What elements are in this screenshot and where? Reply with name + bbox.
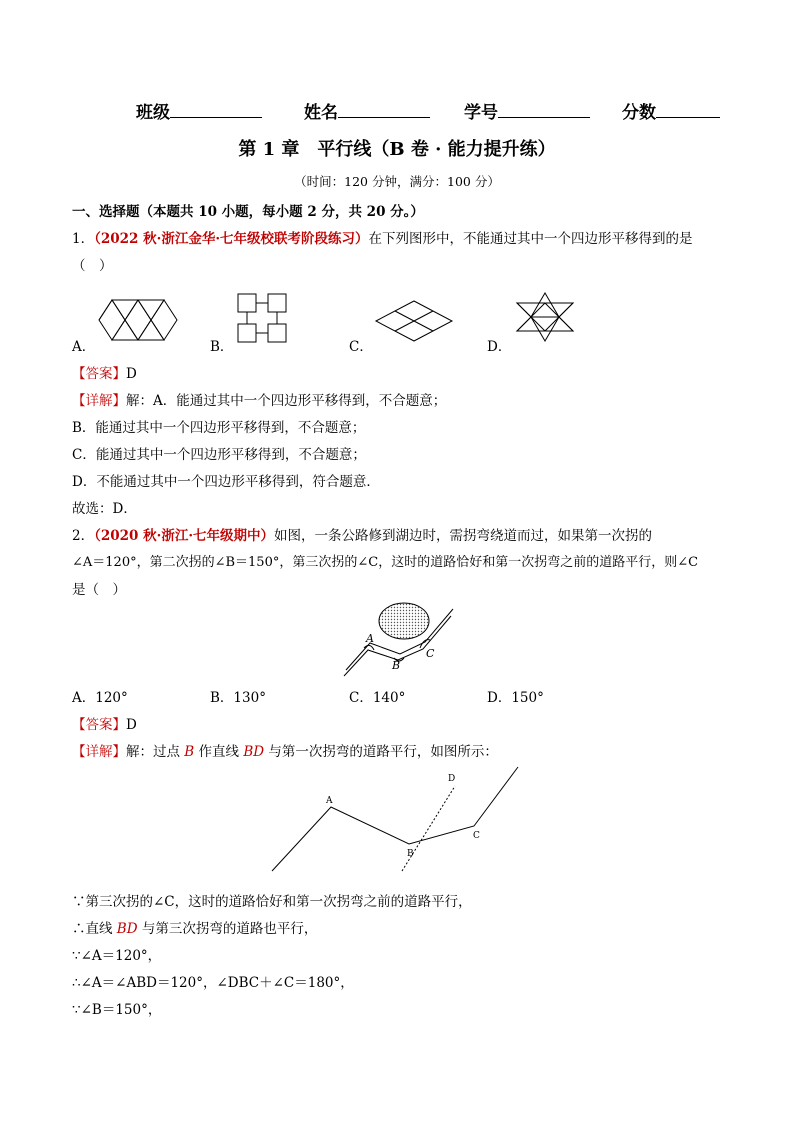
section-heading: 一、选择题（本题共 10 小题，每小题 2 分，共 20 分。） [72, 204, 424, 220]
q1-detail-2: B．能通过其中一个四边形平移得到，不合题意； [72, 420, 366, 436]
q2-detail-tag: 【详解】 [72, 744, 126, 760]
q2-option-a[interactable]: A．120° [72, 690, 128, 706]
q2-answer-value: D [126, 717, 137, 733]
q2-detail-point-b: B [184, 744, 195, 760]
q2-stem-3: 是（ ） [72, 582, 126, 598]
q1-detail-text: 解：A．能通过其中一个四边形平移得到，不合题意； [126, 393, 447, 409]
q1-text: 在下列图形中，不能通过其中一个四边形平移得到的是 [368, 231, 693, 247]
q2-step-5: ∵∠B＝150°， [72, 1002, 162, 1018]
q2-fig-label-a: A [366, 632, 374, 645]
q1-detail-3: C．能通过其中一个四边形平移得到，不合题意； [72, 447, 366, 463]
q1-conclusion: 故选：D． [72, 501, 137, 517]
q2-fig-label-c: C [426, 647, 435, 660]
q2-step-2-pre: ∴直线 [72, 921, 117, 937]
q1-option-b[interactable]: B． [210, 339, 234, 355]
q2-fig-label-b: B [392, 659, 401, 672]
q2-detail-post: 与第一次拐弯的道路平行，如图所示： [264, 744, 498, 760]
q1-option-c[interactable]: C． [349, 339, 373, 355]
q2-sol-label-d: D [448, 774, 456, 784]
q2-option-b[interactable]: B．130° [210, 690, 266, 706]
q2-text-1: 如图，一条公路修到湖边时，需拐弯绕道而过，如果第一次拐的 [274, 528, 653, 544]
number-label: 学号 [464, 103, 498, 123]
q2-option-c[interactable]: C．140° [349, 690, 406, 706]
q2-sol-label-b: B [407, 849, 414, 859]
name-label: 姓名 [304, 103, 338, 123]
q2-step-2-post: 与第三次拐弯的道路也平行， [137, 921, 318, 937]
q2-detail-pre: 解：过点 [126, 744, 185, 760]
q1-option-a[interactable]: A． [72, 339, 96, 355]
q2-step-3: ∵∠A＝120°， [72, 948, 162, 964]
q2-step-2 [72, 917, 317, 937]
q2-sol-label-a: A [326, 796, 333, 806]
q1-detail-4: D．不能通过其中一个四边形平移得到，符合题意． [72, 474, 380, 490]
q2-answer-tag: 【答案】 [72, 717, 126, 733]
q2-step-1: ∵第三次拐的∠C，这时的道路恰好和第一次拐弯之前的道路平行， [72, 894, 472, 910]
time-info: （时间：120 分钟，满分：100 分） [294, 174, 500, 189]
q1-number: 1． [72, 231, 95, 247]
page-title: 第 1 章 平行线（B 卷 · 能力提升练） [238, 139, 556, 160]
q1-answer-tag: 【答案】 [72, 366, 126, 382]
solution-road-line [272, 767, 518, 871]
q2-source: （2020 秋·浙江·七年级期中） [94, 528, 275, 544]
q1-paren: （ ） [72, 258, 113, 274]
q2-number: 2． [72, 528, 95, 544]
q1-detail-tag: 【详解】 [72, 393, 126, 409]
q2-stem-2: ∠A＝120°，第二次拐的∠B＝150°，第三次拐的∠C，这时的道路恰好和第一次拐弯之前的道路平行，则∠C [72, 555, 699, 570]
score-label: 分数 [622, 103, 656, 123]
q2-step-2-bd: BD [116, 921, 138, 937]
q1-option-d[interactable]: D． [487, 339, 512, 355]
q2-detail-line-bd: BD [243, 744, 265, 760]
q1-answer-value: D [126, 366, 137, 382]
q1-source: （2022 秋·浙江金华·七年级校联考阶段练习） [94, 231, 369, 247]
q2-sol-label-c: C [473, 831, 480, 841]
q2-option-d[interactable]: D．150° [487, 690, 544, 706]
q2-detail-mid: 作直线 [194, 744, 244, 760]
q2-step-4: ∴∠A＝∠ABD＝120°，∠DBC＋∠C＝180°， [72, 975, 354, 991]
class-label: 班级 [136, 103, 170, 123]
